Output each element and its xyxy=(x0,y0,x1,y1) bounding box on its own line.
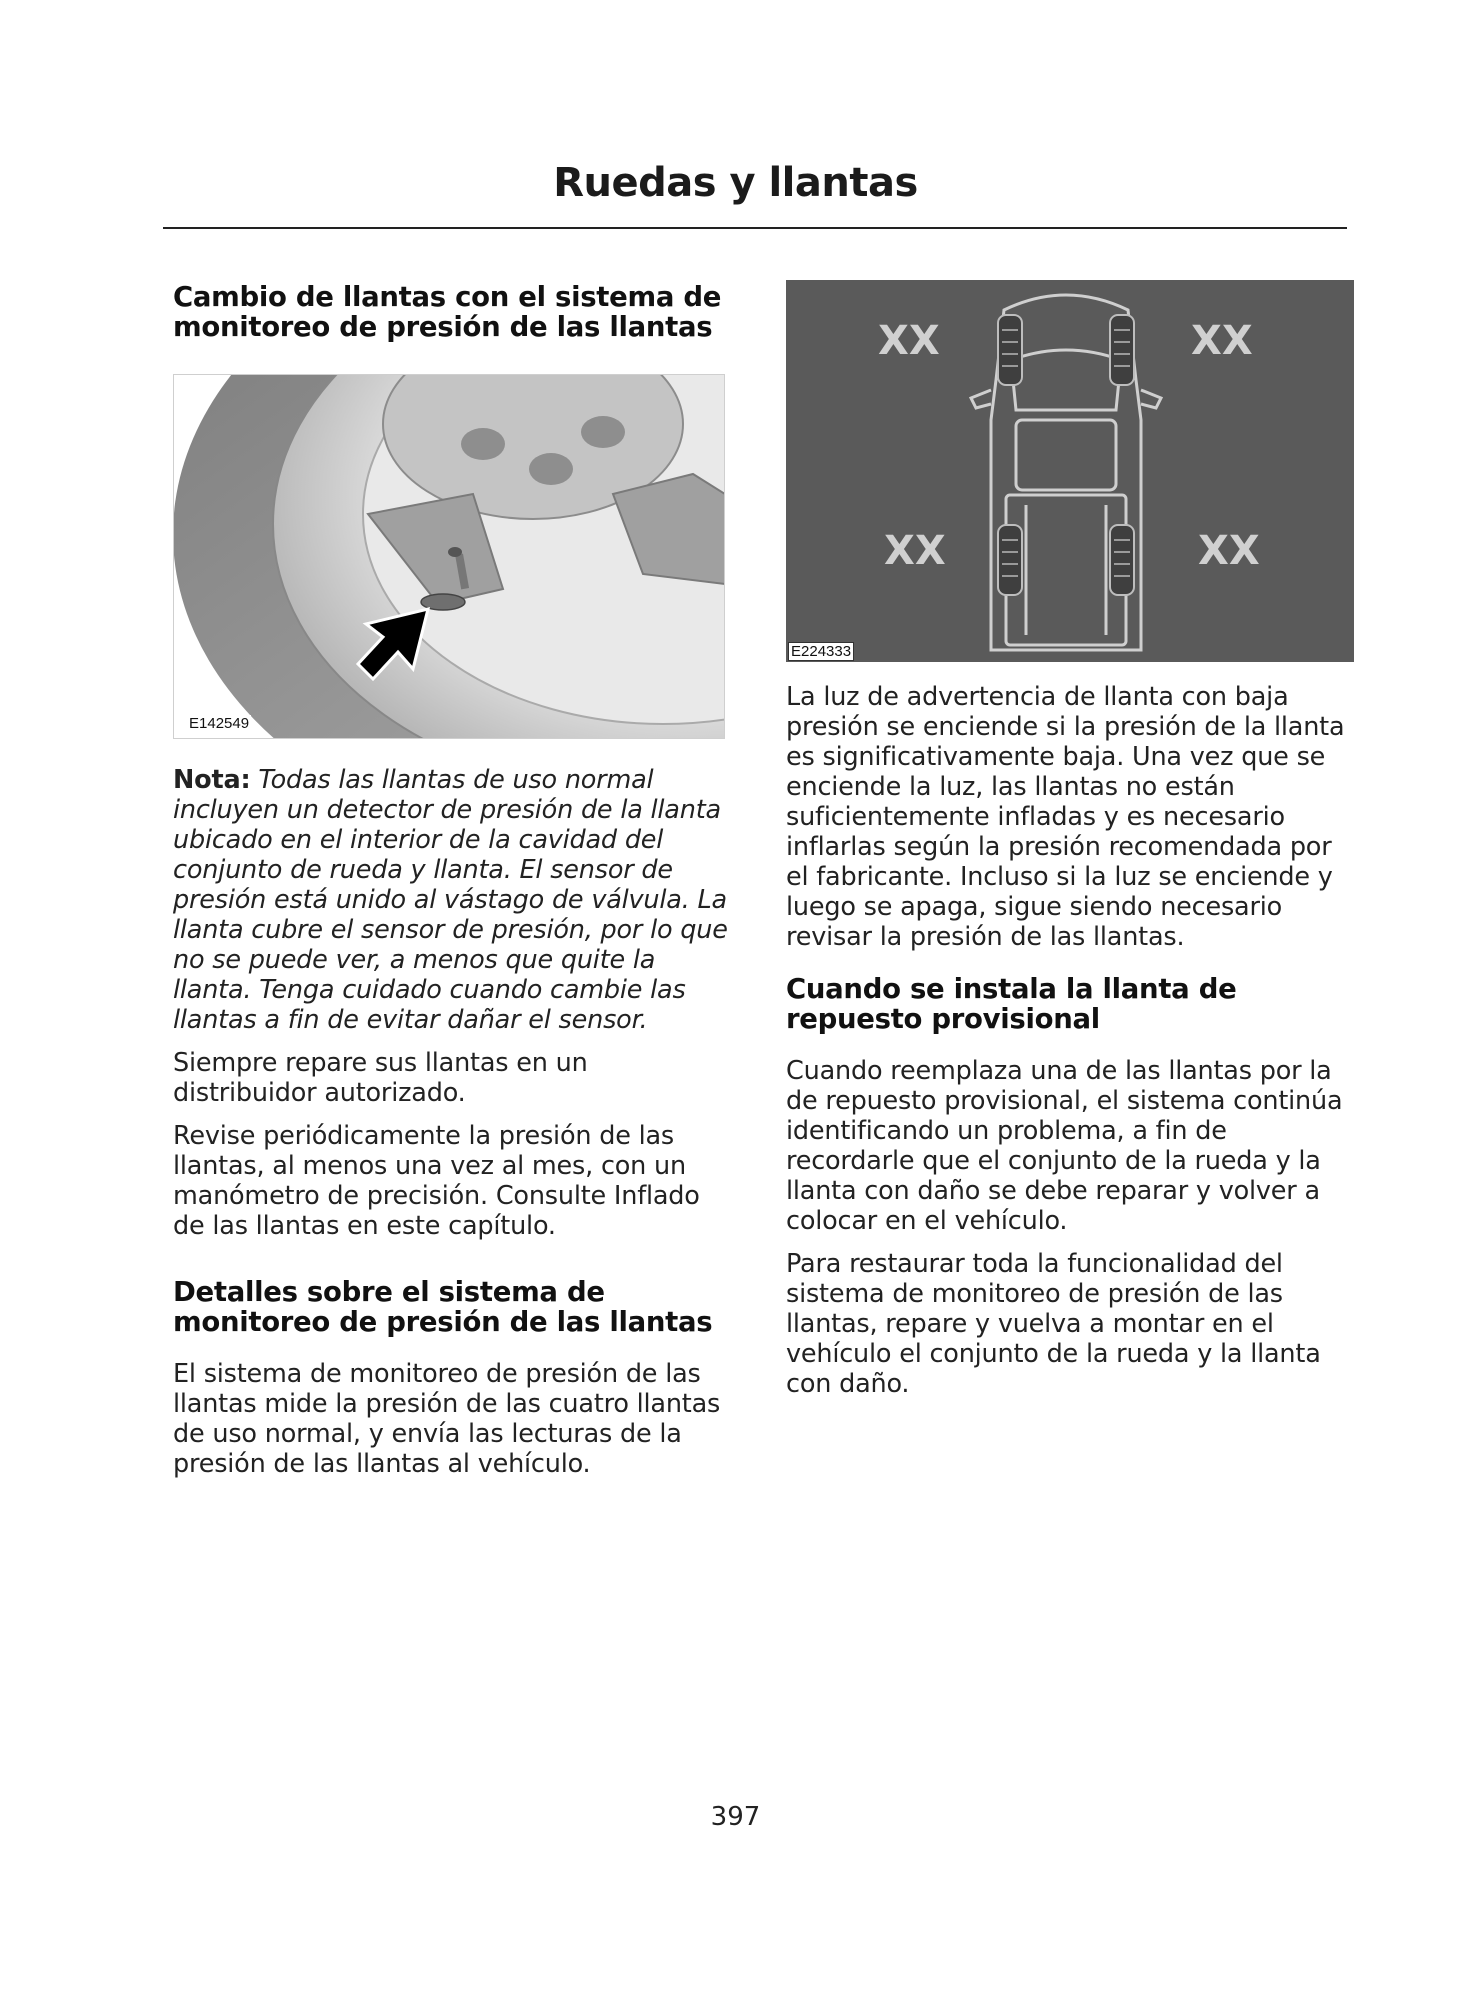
paragraph-check-pressure: Revise periódicamente la presión de las llantas, al menos una vez al mes, con un manómetro de precisión. Consulte Inflado de las llantas en este capítulo. xyxy=(173,1121,700,1241)
figure-code: E224333 xyxy=(788,642,854,661)
note-paragraph xyxy=(173,765,733,1035)
wheel-valve-figure xyxy=(173,374,725,739)
section-heading-system-details: Detalles sobre el sistema de monitoreo de presión de las llantas xyxy=(173,1276,713,1338)
pressure-front-right: XX xyxy=(1191,318,1253,364)
page-number: 397 xyxy=(710,1802,761,1832)
figure-code: E142549 xyxy=(189,715,250,732)
pressure-rear-left: XX xyxy=(884,528,946,574)
note-label: Nota: xyxy=(173,765,251,795)
paragraph-spare-replace: Cuando reemplaza una de las llantas por la de repuesto provisional, el sistema continúa identificando un problema, a fin de recordarle que el conjunto de la rueda y la llanta con daño se debe reparar y volver a colocar en el vehículo. xyxy=(786,1056,1343,1236)
tpms-display-figure xyxy=(786,280,1354,662)
section-heading-tire-change: Cambio de llantas con el sistema de monitoreo de presión de las llantas xyxy=(173,281,722,343)
paragraph-restore-function: Para restaurar toda la funcionalidad del sistema de monitoreo de presión de las llantas, repare y vuelva a montar en el vehículo el conjunto de la rueda y la llanta con daño. xyxy=(786,1249,1321,1399)
pressure-rear-right: XX xyxy=(1198,528,1260,574)
note-text: Todas las llantas de uso normal incluyen un detector de presión de la llanta ubicado en el interior de la cavidad del conjunto de rueda y llanta. El sensor de presión está unido al vástago de válvula. La llanta cubre el sensor de presión, por lo que no se puede ver, a menos que quite la llanta. Tenga cuidado cuando cambie las llantas a fin de evitar dañar el sensor. xyxy=(173,765,728,1035)
vehicle-tire-pressure-diagram xyxy=(786,280,1354,662)
paragraph-system-measures: El sistema de monitoreo de presión de las llantas mide la presión de las cuatro llantas de uso normal, y envía las lecturas de la presión de las llantas al vehículo. xyxy=(173,1359,721,1479)
paragraph-warning-light: La luz de advertencia de llanta con baja presión se enciende si la presión de la llanta es significativamente baja. Una vez que se enciende la luz, las llantas no están suficientemente infladas y es necesario inflarlas según la presión recomendada por el fabricante. Incluso si la luz se enciende y luego se apaga, sigue siendo necesario revisar la presión de las llantas. xyxy=(786,682,1345,952)
header-divider xyxy=(163,227,1347,229)
page-title: Ruedas y llantas xyxy=(553,160,918,206)
right-column xyxy=(786,280,1354,1399)
section-heading-spare-tire: Cuando se instala la llanta de repuesto provisional xyxy=(786,973,1237,1035)
left-column xyxy=(173,282,733,1479)
paragraph-repair: Siempre repare sus llantas en un distribuidor autorizado. xyxy=(173,1048,588,1108)
pressure-front-left: XX xyxy=(878,318,940,364)
display-background xyxy=(786,280,1354,662)
wheel-illustration xyxy=(173,374,725,739)
